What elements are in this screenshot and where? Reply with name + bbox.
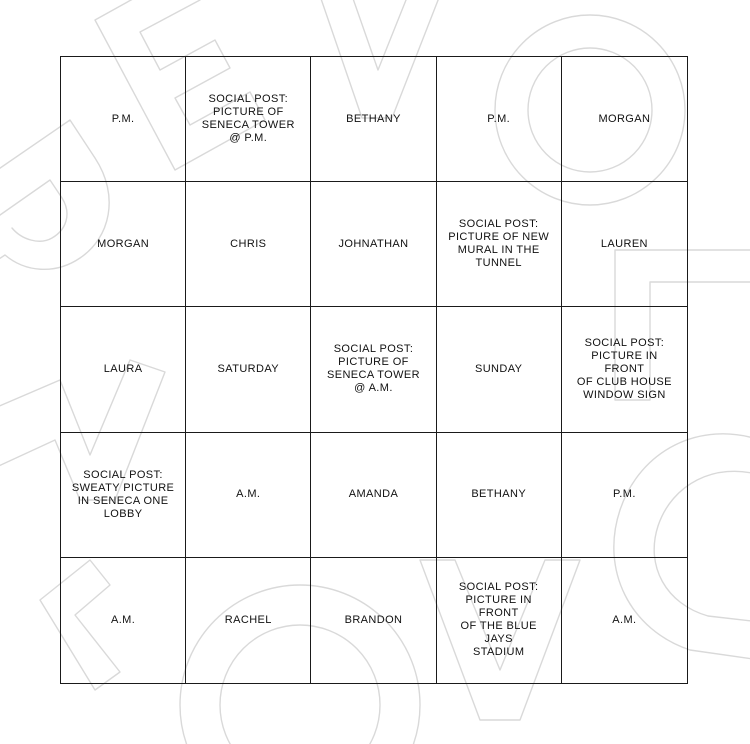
bingo-cell[interactable]: SOCIAL POST: SWEATY PICTURE IN SENECA ONE LOBBY (61, 433, 186, 558)
bingo-cell[interactable]: BETHANY (437, 433, 562, 558)
bingo-cell[interactable]: LAUREN (562, 182, 687, 307)
bingo-cell[interactable]: LAURA (61, 307, 186, 432)
bingo-cell[interactable]: SOCIAL POST: PICTURE OF SENECA TOWER @ A.M. (311, 307, 436, 432)
bingo-cell[interactable]: P.M. (61, 57, 186, 182)
bingo-cell[interactable]: RACHEL (186, 558, 311, 683)
bingo-grid (60, 56, 688, 684)
bingo-cell[interactable]: CHRIS (186, 182, 311, 307)
bingo-cell[interactable]: SUNDAY (437, 307, 562, 432)
bingo-cell[interactable]: JOHNATHAN (311, 182, 436, 307)
bingo-cell[interactable]: MORGAN (562, 57, 687, 182)
bingo-cell[interactable]: P.M. (437, 57, 562, 182)
bingo-cell[interactable]: SOCIAL POST: PICTURE IN FRONT OF THE BLUE JAYS STADIUM (437, 558, 562, 683)
bingo-cell[interactable]: AMANDA (311, 433, 436, 558)
bingo-cell[interactable]: BETHANY (311, 57, 436, 182)
bingo-cell[interactable]: MORGAN (61, 182, 186, 307)
bingo-cell[interactable]: SOCIAL POST: PICTURE IN FRONT OF CLUB HOUSE WINDOW SIGN (562, 307, 687, 432)
bingo-cell[interactable]: BRANDON (311, 558, 436, 683)
bingo-cell[interactable]: SOCIAL POST: PICTURE OF SENECA TOWER @ P.M. (186, 57, 311, 182)
bingo-cell[interactable]: A.M. (612, 613, 637, 626)
bingo-cell[interactable]: A.M. (186, 433, 311, 558)
bingo-cell[interactable]: A.M. (61, 558, 186, 683)
bingo-cell[interactable]: P.M. (562, 433, 687, 558)
bingo-cell[interactable]: SATURDAY (186, 307, 311, 432)
bingo-cell[interactable]: SOCIAL POST: PICTURE OF NEW MURAL IN THE TUNNEL (437, 182, 562, 307)
